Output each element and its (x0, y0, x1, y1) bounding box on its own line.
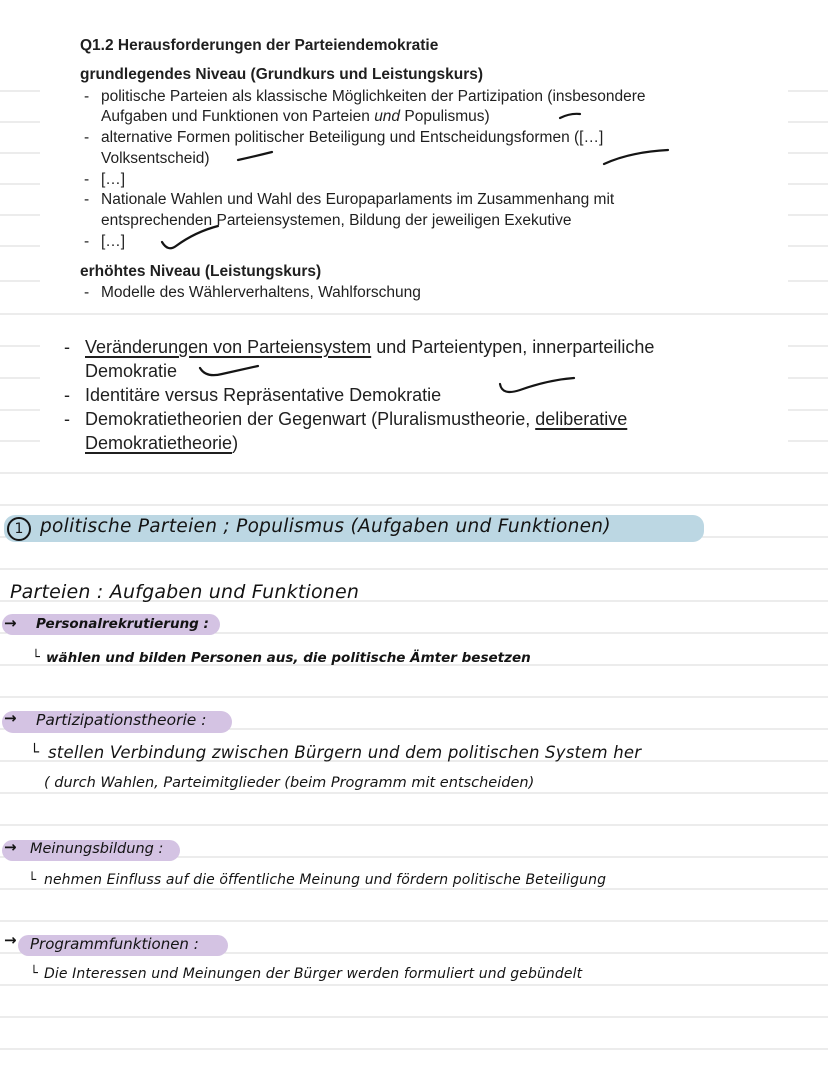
arrow-icon: → (4, 931, 17, 949)
list-dash: - (84, 191, 90, 208)
list-dash: - (84, 284, 90, 301)
check-mark (560, 114, 580, 118)
section-title: politische Parteien ; Populismus (Aufgaben und Funktionen) (40, 516, 611, 537)
list-item: alternative Formen politischer Beteiligung und Entscheidungsformen ([…] (101, 129, 604, 146)
corner-arrow-icon: └ (30, 966, 38, 981)
list-item: Nationale Wahlen und Wahl des Europaparlaments im Zusammenhang mit (101, 191, 615, 208)
advanced-level-title: erhöhtes Niveau (Leistungskurs) (80, 263, 322, 280)
corner-arrow-icon: └ (30, 743, 40, 761)
check-mark (604, 150, 668, 164)
list-dash: - (84, 233, 90, 250)
list-item-continuation: Demokratietheorie) (85, 433, 239, 453)
list-dash: - (84, 129, 90, 146)
function-description: wählen und bilden Personen aus, die politische Ämter besetzen (46, 650, 531, 666)
list-dash: - (84, 88, 90, 105)
list-item: […] (101, 171, 126, 188)
check-mark (200, 366, 258, 375)
function-description: nehmen Einfluss auf die öffentliche Meinung und fördern politische Beteiligung (44, 872, 607, 888)
corner-arrow-icon: └ (32, 650, 40, 665)
notes-subtitle: Parteien : Aufgaben und Funktionen (10, 581, 360, 603)
function-name: Partizipationstheorie : (36, 711, 207, 729)
list-dash: - (84, 171, 90, 188)
list-item-continuation: entsprechenden Parteiensystemen, Bildung der jeweiligen Exekutive (101, 212, 572, 229)
list-dash: - (64, 337, 70, 357)
basic-level-title: grundlegendes Niveau (Grundkurs und Leistungskurs) (80, 66, 484, 83)
arrow-icon: → (4, 838, 17, 856)
list-item: politische Parteien als klassische Möglichkeiten der Partizipation (insbesondere (101, 88, 646, 105)
check-mark (238, 152, 272, 160)
check-mark (500, 378, 574, 392)
list-item: Veränderungen von Parteiensystem und Parteientypen, innerparteiliche (85, 337, 655, 357)
list-item-continuation: Demokratie (85, 361, 178, 381)
list-item: Demokratietheorien der Gegenwart (Pluralismustheorie, deliberative (85, 409, 628, 429)
function-description-continuation: ( durch Wahlen, Parteimitglieder (beim Programm mit entscheiden) (44, 775, 535, 791)
corner-arrow-icon: └ (28, 872, 37, 888)
list-dash: - (64, 409, 70, 429)
list-item: Identitäre versus Repräsentative Demokratie (85, 385, 442, 405)
function-name: Personalrekrutierung : (36, 616, 209, 632)
function-description: stellen Verbindung zwischen Bürgern und dem politischen System her (48, 743, 642, 762)
list-dash: - (64, 385, 70, 405)
arrow-icon: → (4, 614, 17, 632)
function-description: Die Interessen und Meinungen der Bürger werden formuliert und gebündelt (44, 966, 583, 982)
list-item: […] (101, 233, 126, 250)
page-title: Q1.2 Herausforderungen der Parteiendemokratie (80, 37, 439, 54)
function-name: Meinungsbildung : (30, 841, 164, 857)
function-name: Programmfunktionen : (30, 935, 199, 953)
list-item: Modelle des Wählerverhaltens, Wahlforschung (101, 284, 421, 301)
list-item-continuation: Volksentscheid) (101, 150, 210, 167)
arrow-icon: → (4, 709, 17, 727)
list-item-continuation: Aufgaben und Funktionen von Parteien und Populismus) (101, 108, 490, 125)
section-number-badge: 1 (7, 517, 31, 541)
